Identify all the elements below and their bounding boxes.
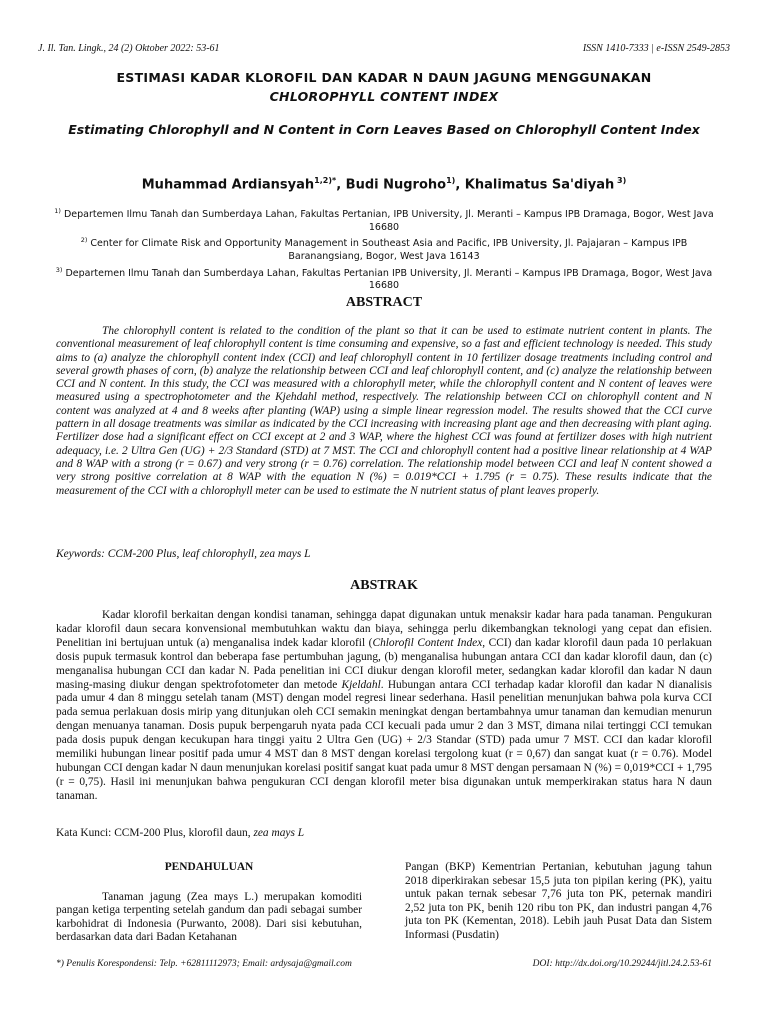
title-line-2: CHLOROPHYLL CONTENT INDEX	[269, 89, 499, 104]
paper-title	[40, 68, 728, 106]
affiliation-1-number: 1)	[54, 207, 61, 215]
abstrak-text	[56, 609, 712, 804]
running-header	[38, 43, 730, 57]
author-2: Budi Nugroho	[345, 177, 447, 193]
keywords-indonesian	[56, 827, 712, 839]
journal-citation: J. Il. Tan. Lingk., 24 (2) Oktober 2022: 53-61	[38, 43, 220, 54]
english-title: Estimating Chlorophyll and N Content in Corn Leaves Based on Chlorophyll Content Index	[68, 122, 700, 137]
author-3-affil: 3)	[614, 176, 627, 185]
abstrak-part-2: , CCI) dan kadar klorofil daun pada 10 perlakuan dosis pupuk termasuk kontrol dan beberapa fase pertumbuhan jagung, (b) menganalisa hubungan antara CCI dan kadar klorofil daun, dan (c) menganalisa hubungan CCI dan kadar N. Pada penelitian ini CCI diukur dengan klorofil meter, sedangkan kadar klorofil dan kadar N daun masing-masing diukur dengan spektrofotometer dan metode	[56, 636, 712, 691]
affiliation-3-number: 3)	[55, 265, 63, 274]
author-separator: ,	[455, 177, 465, 193]
affiliation-1	[50, 205, 718, 234]
abstract-heading: ABSTRACT	[345, 295, 423, 310]
abstract-text: The chlorophyll content is related to the condition of the plant so that it can be used to estimate nutrient content in plants. The conventional measurement of leaf chlorophyll content is time consuming and expensive, so a fast and efficient technology is needed. This study aims to (a) analyze the chlorophyll content index (CCI) and leaf chlorophyll content in 10 fertilizer dosage treatments including control and several growth phases of corn, (b) analyze the relationship between CCI and leaf chlorophyll content, and (c) analyze the relationship between CCI and N content. In this study, the CCI was measured with a chlorophyll meter, while the chlorophyll content and N content of leaves were measured using a spectrophotometer and the Kjehdahl method, respectively. The relationship between CCI on chlorophyll content and N content was analyzed at 4 and 8 weeks after planting (WAP) using a simple linear regression model. The results showed that the CCI curve pattern in all dosage treatments was similar as indicated by the CCI increasing with increasing plant age and then decreasing with plant aging. Fertilizer dose had a significant effect on CCI except at 2 and 3 WAP, where the highest CCI was found at fertilizer doses with high nutrient adequacy, i.e. 2 Ultra Gen (UG) + 2/3 Standard (STD) at 7 MST. The CCI and chlorophyll content had a positive linear relationship at 4 WAP and 8 WAP with a strong (r = 0.67) and very strong (r = 0.76) correlation. The relationship model between CCI and leaf N content showed a very strong positive correlation at 8 WAP with the equation N (%) = 0.019*CCI + 1.795 (r = 0.75). These results indicate that the measurement of the CCI with a chlorophyll meter can be used to estimate the N nutrient status of plant leaves properly.	[56, 325, 712, 497]
author-1-affil: 1,2)*	[314, 176, 337, 185]
author-3: Khalimatus Sa'diyah	[464, 177, 615, 193]
title-line-1: ESTIMASI KADAR KLOROFIL DAN KADAR N DAUN JAGUNG MENGGUNAKAN	[116, 70, 652, 85]
affiliation-3	[50, 264, 718, 293]
issn-label: ISSN 1410-7333 | e-ISSN 2549-2853	[582, 43, 730, 54]
affiliation-1-text: Departemen Ilmu Tanah dan Sumberdaya Lahan, Fakultas Pertanian, IPB University, Jl. Meranti – Kampus IPB Dramaga, Bogor, West Java 16680	[60, 209, 714, 233]
abstrak-italic-method: Kjeldahl	[341, 678, 381, 691]
intro-heading: PENDAHULUAN	[164, 861, 254, 873]
affiliation-2-text: Center for Climate Risk and Opportunity Management in Southeast Asia and Pacific, IPB University, Jl. Pajajaran – Kampus IPB Baranangsiang, Bogor, West Java 16143	[87, 238, 688, 263]
author-1: Muhammad Ardiansyah	[141, 177, 315, 193]
affiliation-2	[50, 234, 718, 263]
intro-right-column: Pangan (BKP) Kementrian Pertanian, kebutuhan jagung tahun 2018 diperkirakan sebesar 15,5 juta ton pipilan kering (PK), yaitu untuk pakan ternak sebesar 7,76 juta ton PK, peternak mandiri 2,52 juta ton PK, benih 120 ribu ton PK, dan industri pangan 4,76 juta ton PK (Kementan, 2018). Lebih jauh Pusat Data dan Sistem Informasi (Pusdatin)	[405, 861, 712, 941]
doi-link[interactable]: DOI: http://dx.doi.org/10.29244/jitl.24.2.53-61	[532, 959, 712, 969]
abstrak-italic-term: Chlorofil Content Index	[372, 636, 483, 649]
author-list	[40, 176, 728, 192]
affiliation-2-number: 2)	[80, 236, 88, 245]
author-2-affil: 1)	[446, 176, 456, 185]
page-footer	[56, 959, 712, 969]
affiliations	[50, 205, 718, 293]
abstrak-part-1: Kadar klorofil berkaitan dengan kondisi tanaman, sehingga dapat digunakan untuk menaksir kadar hara pada tanaman. Pengukuran kadar klorofil daun secara konvensional membutuhkan waktu dan biaya, sehingga perlu dikembangkan teknologi yang cepat dan efisien. Penelitian ini bertujuan untuk (a) menganalisa indek kadar klorofil (	[56, 609, 712, 649]
kata-kunci-italic: zea mays L	[253, 827, 305, 839]
affiliation-3-text: Departemen Ilmu Tanah dan Sumberdaya Lahan, Fakultas Pertanian IPB University, Jl. Meranti – Kampus IPB Dramaga, Bogor, West Java 16680	[62, 267, 713, 292]
abstrak-part-3: . Hubungan antara CCI terhadap kadar klorofil dan kadar N dianalisis pada umur 4 dan 8 minggu setelah tanam (MST) dengan model regresi linear sederhana. Hasil penelitian menunjukan bahwa pola kurva CCI pada semua perlakuan dosis mirip yang ditunjukan oleh CCI semakin meningkat dengan bertambahnya umur tanaman dan kemudian menurun dengan menuanya tanaman. Dosis pupuk berpengaruh nyata pada CCI kecuali pada umur 2 dan 3 MST, dimana nilai tertinggi CCI temukan pada dosis pupuk dengan kecukupan hara tinggi yaitu 2 Ultra Gen (UG) + 2/3 Standar (STD) pada umur 7 MST. CCI dan kadar klorofil memiliki hubungan linear positif pada umur 4 MST dan 8 MST dengan korelasi tergolong kuat (r = 0,67) dan sangat kuat (r = 0.76). Model hubungan CCI dengan kadar N daun menunjukan korelasi positif sangat kuat pada umur 8 MST dengan persamaan N (%) = 0,019*CCI + 1,795 (r = 0,75). Hasil ini menunjukan bahwa pengukuran CCI dengan klorofil meter bisa digunakan untuk memperkirakan status hara N daun tanaman.	[56, 678, 712, 802]
keywords-english: Keywords: CCM-200 Plus, leaf chlorophyll, zea mays L	[56, 548, 311, 560]
intro-paragraph-left: Tanaman jagung (Zea mays L.) merupakan komoditi pangan ketiga terpenting setelah gandum dan padi sebagai sumber karbohidrat di Indonesia (Purwanto, 2008). Dari sisi kebutuhan, berdasarkan data dari Badan Ketahanan	[56, 890, 362, 944]
abstrak-heading: ABSTRAK	[350, 578, 418, 593]
correspondence-note: *) Penulis Korespondensi: Telp. +62811112973; Email: ardysaja@gmail.com	[56, 959, 352, 969]
author-separator: ,	[336, 177, 346, 193]
kata-kunci-label: Kata Kunci: CCM-200 Plus, klorofil daun,	[56, 827, 254, 839]
intro-left-column	[56, 861, 362, 945]
